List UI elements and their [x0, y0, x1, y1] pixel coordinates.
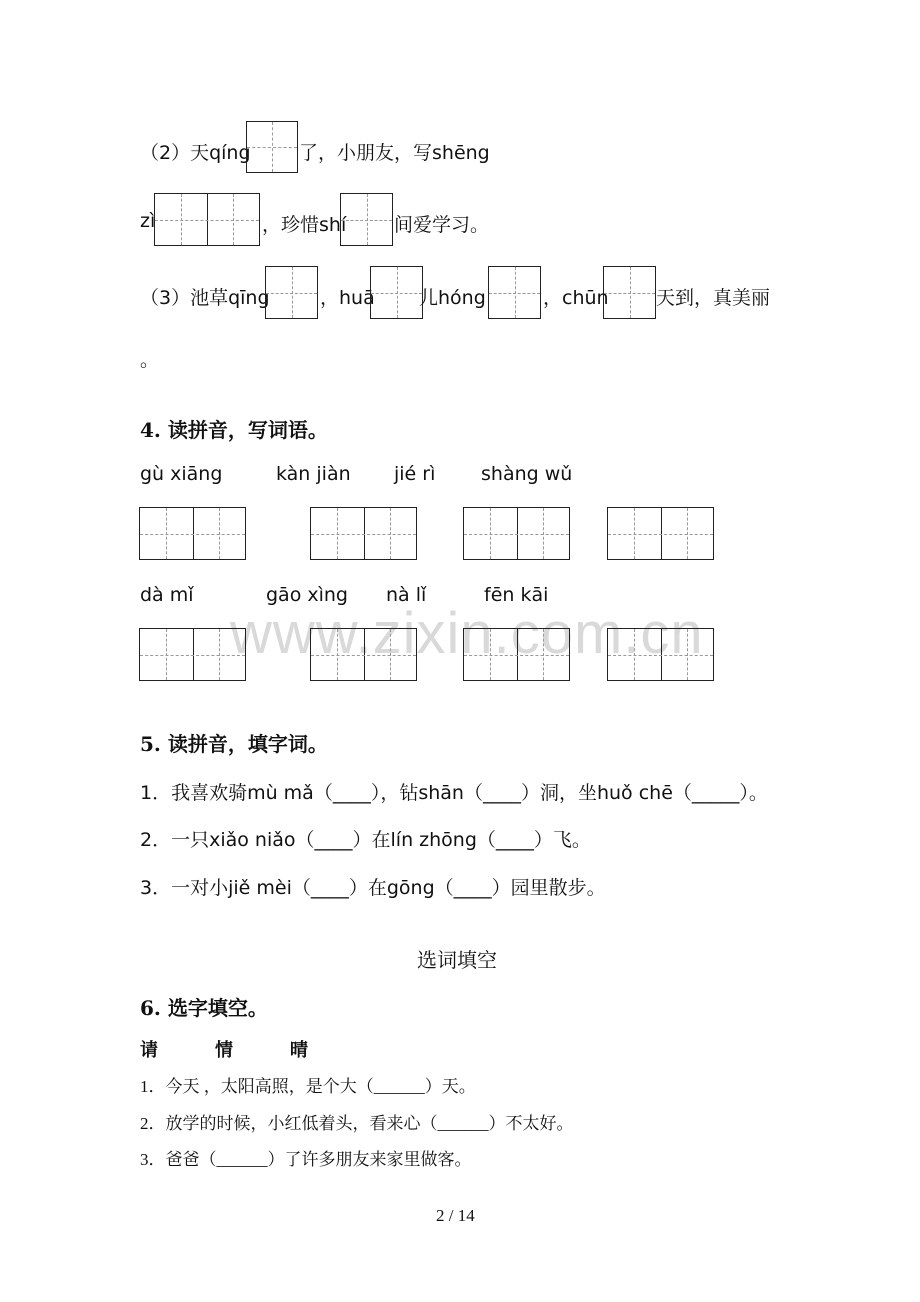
- q6-heading: 6. 选字填空。: [140, 996, 268, 1020]
- writing-box-double[interactable]: [463, 507, 570, 560]
- writing-box[interactable]: [603, 266, 656, 319]
- q3-item3-text-a: （3）池草qīng: [140, 287, 270, 309]
- page-number: 2 / 14: [436, 1206, 475, 1225]
- q6-option: 情: [215, 1040, 233, 1061]
- writing-box-double[interactable]: [310, 628, 417, 681]
- q6-line: 1．今天 ，太阳高照，是个大（______）天。: [140, 1077, 476, 1096]
- writing-box[interactable]: [246, 121, 298, 173]
- writing-box-double[interactable]: [310, 507, 417, 560]
- q6-line: 3．爸爸（______）了许多朋友来家里做客。: [140, 1150, 472, 1169]
- q4-pinyin: shàng wǔ: [481, 463, 573, 485]
- q5-line: 1．我喜欢骑mù mǎ（____），钻shān（____）洞，坐huǒ chē（_____）。: [140, 782, 768, 804]
- writing-box-double[interactable]: [154, 193, 260, 246]
- q4-pinyin: kàn jiàn: [276, 463, 351, 485]
- q3-item3-text-c: 儿hóng: [419, 287, 486, 309]
- q3-item3-text-b: ，huā: [320, 287, 375, 309]
- writing-box[interactable]: [488, 266, 541, 319]
- q3-item2-text-b: 了，小朋友，写shēng: [299, 142, 490, 164]
- writing-box[interactable]: [265, 266, 318, 319]
- watermark: www.zixin.com.cn: [230, 601, 704, 666]
- q3-item2-text-d: ，珍惜shí: [262, 214, 347, 236]
- q5-line: 2．一只xiǎo niǎo（____）在lín zhōng（____）飞。: [140, 829, 591, 851]
- section-title: 选词填空: [417, 948, 497, 972]
- q4-pinyin: nà lǐ: [386, 584, 427, 606]
- q3-item3-text-e: 天到，真美丽: [656, 287, 771, 309]
- writing-box-double[interactable]: [463, 628, 570, 681]
- writing-box-double[interactable]: [607, 628, 714, 681]
- q4-pinyin: gù xiāng: [140, 463, 223, 485]
- writing-box-double[interactable]: [139, 507, 246, 560]
- q3-item2-text-c: zì: [140, 210, 156, 232]
- q5-line: 3．一对小jiě mèi（____）在gōng（____）园里散步。: [140, 877, 606, 899]
- q3-item3-text-d: ，chūn: [543, 287, 609, 309]
- q4-heading: 4. 读拼音，写词语。: [140, 418, 328, 442]
- writing-box[interactable]: [370, 266, 423, 319]
- writing-box-double[interactable]: [607, 507, 714, 560]
- q6-line: 2．放学的时候，小红低着头，看来心（______）不太好。: [140, 1114, 574, 1133]
- q3-item2-text-e: 间爱学习。: [394, 214, 490, 236]
- q4-pinyin: jié rì: [394, 463, 436, 485]
- q3-item3-tail: 。: [140, 349, 160, 371]
- q4-pinyin: dà mǐ: [140, 584, 194, 606]
- q6-option: 请: [140, 1040, 158, 1061]
- writing-box[interactable]: [340, 193, 393, 246]
- q4-pinyin: fēn kāi: [484, 584, 549, 606]
- q6-option: 晴: [290, 1040, 308, 1061]
- q5-heading: 5. 读拼音，填字词。: [140, 732, 328, 756]
- writing-box-double[interactable]: [139, 628, 246, 681]
- q4-pinyin: gāo xìng: [266, 584, 348, 606]
- q3-item2-text-a: （2）天qíng: [140, 142, 251, 164]
